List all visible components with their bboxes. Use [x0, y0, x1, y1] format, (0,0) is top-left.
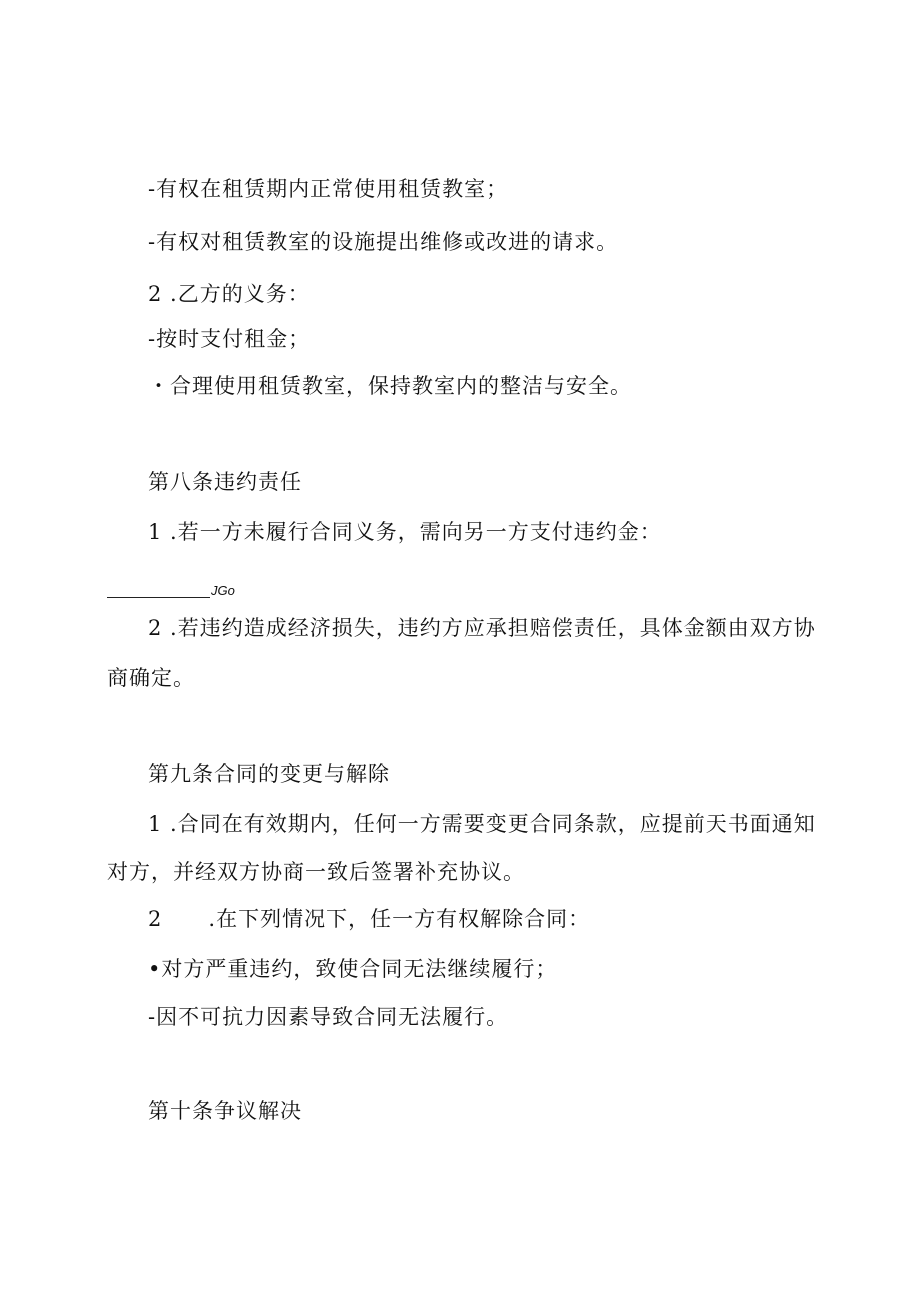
change-clause-1: 1 .合同在有效期内，任何一方需要变更合同条款，应提前天书面通知 — [148, 812, 816, 836]
breach-clause-1: 1 .若一方未履行合同义务，需向另一方支付违约金： — [148, 520, 662, 544]
change-clause-1-cont: 对方，并经双方协商一致后签署补充协议。 — [107, 860, 525, 884]
termination-serious-breach: •对方严重违约，致使合同无法继续履行； — [148, 957, 558, 981]
article-8-heading: 第八条违约责任 — [148, 470, 302, 494]
right-request-repair: -有权对租赁教室的设施提出维修或改进的请求。 — [148, 230, 619, 254]
duty-use-properly: ・合理使用租赁教室，保持教室内的整洁与安全。 — [148, 374, 632, 398]
breach-clause-2-cont: 商确定。 — [107, 666, 195, 690]
fill-in-underline — [107, 583, 210, 598]
breach-clause-2: 2 .若违约造成经济损失，违约方应承担赔偿责任，具体金额由双方协 — [148, 616, 816, 640]
right-use-classroom: -有权在租赁期内正常使用租赁教室； — [148, 177, 509, 201]
article-10-heading: 第十条争议解决 — [148, 1099, 302, 1123]
duty-pay-rent: -按时支付租金； — [148, 327, 311, 351]
termination-force-majeure: -因不可抗力因素导致合同无法履行。 — [148, 1005, 509, 1029]
article-9-heading: 第九条合同的变更与解除 — [148, 762, 390, 786]
termination-clause-2: 2 .在下列情况下，任一方有权解除合同： — [148, 907, 591, 931]
penalty-amount-blank — [107, 583, 235, 598]
blank-suffix-text: JGo — [211, 583, 235, 598]
party-b-duties-heading: 2 .乙方的义务： — [148, 282, 310, 306]
